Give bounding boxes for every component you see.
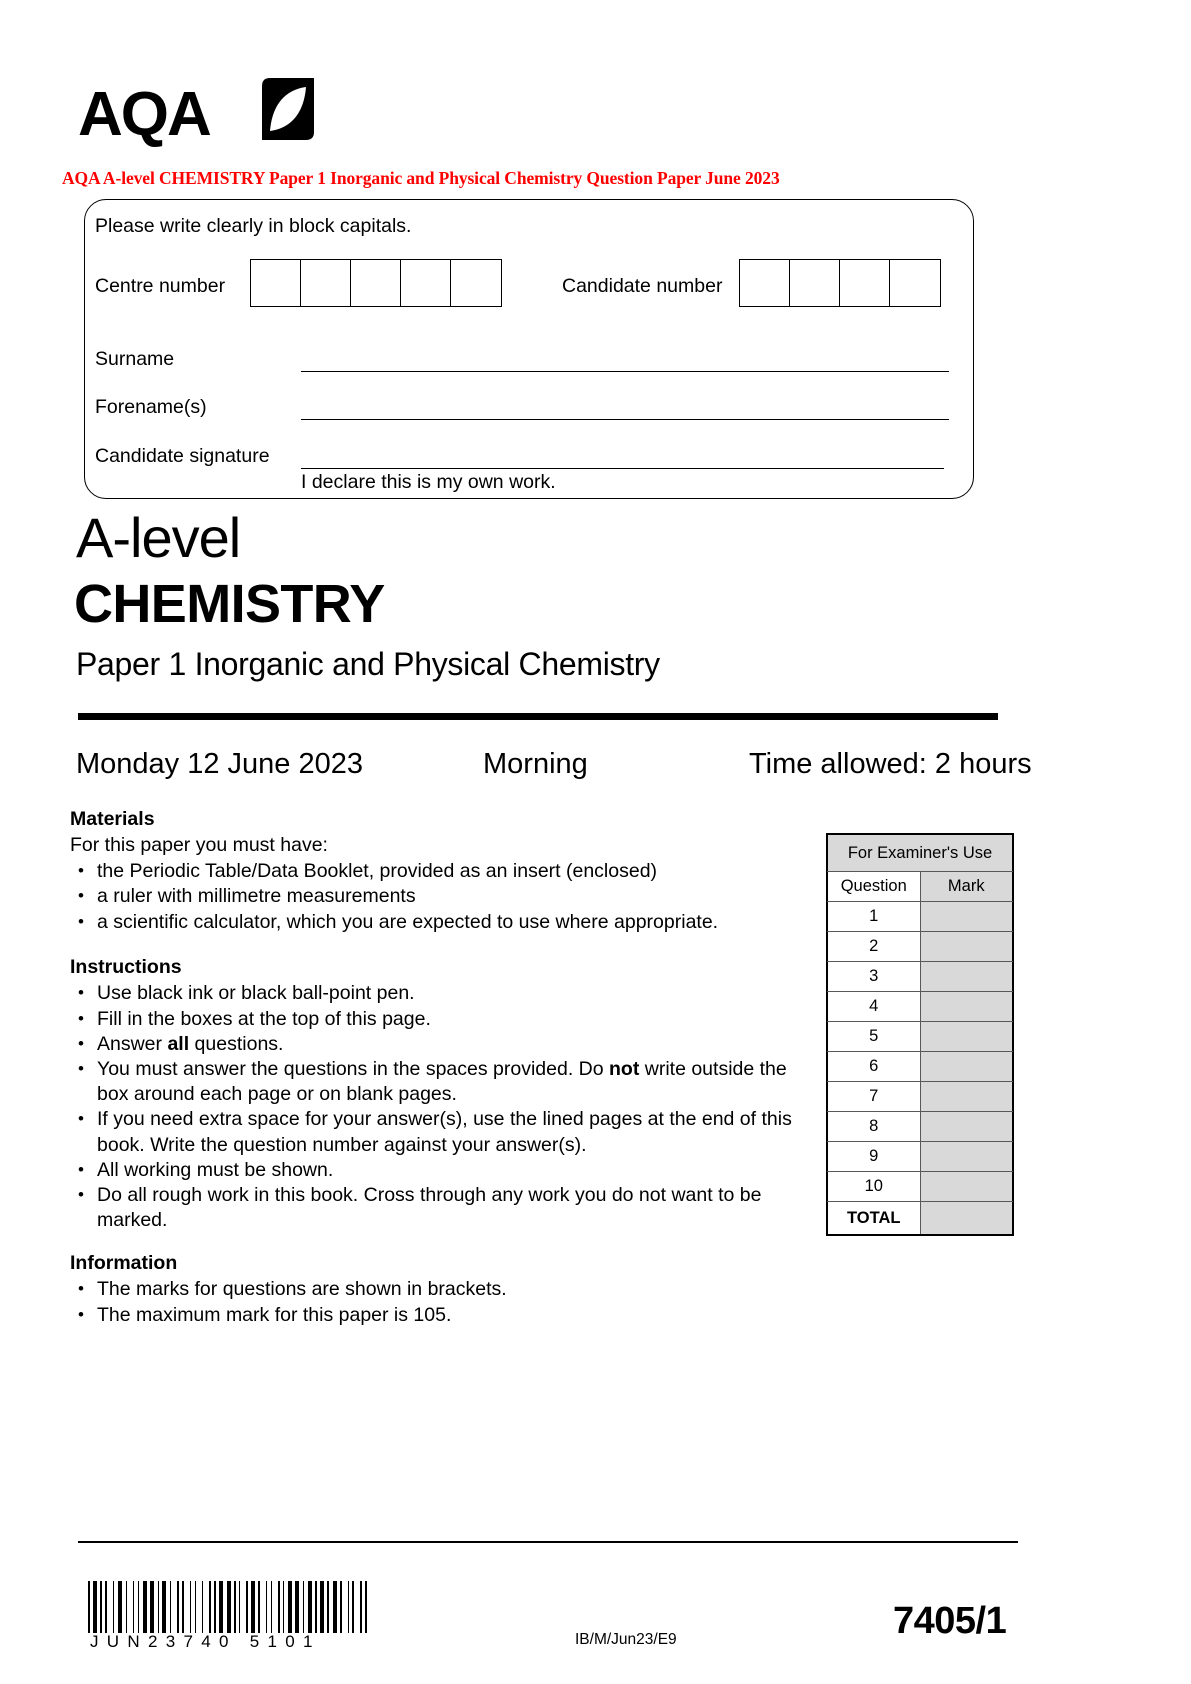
question-number: 3 <box>828 962 921 992</box>
candidate-signature-label: Candidate signature <box>95 445 270 467</box>
examiner-use-table <box>826 833 1014 1236</box>
examiner-table-title: For Examiner's Use <box>828 835 1013 872</box>
candidate-details-box <box>84 199 974 499</box>
forename-input[interactable] <box>301 419 949 420</box>
aqa-logo-text: AQA <box>78 80 210 149</box>
candidate-number-cell[interactable] <box>740 260 790 306</box>
question-number: 8 <box>828 1112 921 1142</box>
list-item: • the Periodic Table/Data Booklet, provided as an insert (enclosed) <box>70 859 800 884</box>
question-number: 10 <box>828 1172 921 1202</box>
list-item: • Fill in the boxes at the top of this page. <box>70 1007 800 1032</box>
mark-cell[interactable] <box>920 932 1013 962</box>
footer-divider <box>78 1541 1018 1543</box>
paper-code: 7405/1 <box>893 1600 1007 1642</box>
block-capitals-instruction: Please write clearly in block capitals. <box>95 215 412 237</box>
list-item: • Answer all questions. <box>70 1032 800 1057</box>
question-number: 2 <box>828 932 921 962</box>
centre-number-label: Centre number <box>95 275 226 297</box>
candidate-number-cell[interactable] <box>840 260 890 306</box>
exam-time-allowed: Time allowed: 2 hours <box>749 748 1032 780</box>
qualification-level: A-level <box>76 506 241 569</box>
table-row <box>828 1052 1013 1082</box>
mark-cell[interactable] <box>920 902 1013 932</box>
total-label: TOTAL <box>828 1202 921 1235</box>
question-number: 1 <box>828 902 921 932</box>
information-list <box>70 1277 800 1328</box>
barcode-digits: JUN23740 5101 <box>90 1632 321 1651</box>
aqa-logo <box>78 78 328 156</box>
list-item: • If you need extra space for your answer(s), use the lined pages at the end of this book. Write the question number against your answer(s). <box>70 1107 800 1157</box>
mark-cell[interactable] <box>920 1112 1013 1142</box>
table-row <box>828 962 1013 992</box>
mark-cell[interactable] <box>920 1022 1013 1052</box>
title-divider <box>78 713 998 720</box>
question-number: 9 <box>828 1142 921 1172</box>
column-header-question: Question <box>828 872 921 902</box>
exam-session: Morning <box>483 748 588 780</box>
mark-cell[interactable] <box>920 1082 1013 1112</box>
instructions-heading: Instructions <box>70 956 182 978</box>
table-row <box>828 1142 1013 1172</box>
barcode-image <box>88 1575 438 1633</box>
mark-cell[interactable] <box>920 1142 1013 1172</box>
table-row <box>828 932 1013 962</box>
mark-cell[interactable] <box>920 962 1013 992</box>
mark-cell[interactable] <box>920 1172 1013 1202</box>
centre-number-input[interactable] <box>250 259 502 307</box>
mark-cell[interactable] <box>920 1052 1013 1082</box>
information-heading: Information <box>70 1252 178 1274</box>
candidate-number-input[interactable] <box>739 259 941 307</box>
centre-number-cell[interactable] <box>451 260 501 306</box>
materials-heading: Materials <box>70 808 155 830</box>
question-number: 5 <box>828 1022 921 1052</box>
table-row <box>828 1022 1013 1052</box>
centre-number-cell[interactable] <box>251 260 301 306</box>
surname-label: Surname <box>95 348 175 370</box>
candidate-number-cell[interactable] <box>790 260 840 306</box>
centre-number-cell[interactable] <box>351 260 401 306</box>
declaration-text: I declare this is my own work. <box>301 471 556 493</box>
ib-reference-code: IB/M/Jun23/E9 <box>575 1631 677 1648</box>
table-row <box>828 902 1013 932</box>
centre-number-cell[interactable] <box>301 260 351 306</box>
list-item: • Do all rough work in this book. Cross through any work you do not want to be marked. <box>70 1183 800 1233</box>
information-section <box>70 1251 800 1328</box>
table-row <box>828 1172 1013 1202</box>
subject-title: CHEMISTRY <box>74 574 385 634</box>
candidate-number-cell[interactable] <box>890 260 940 306</box>
exam-date: Monday 12 June 2023 <box>76 748 363 780</box>
instructions-list <box>70 981 800 1233</box>
list-item: • You must answer the questions in the spaces provided. Do not write outside the box around each page or on blank pages. <box>70 1057 800 1107</box>
list-item: • Use black ink or black ball-point pen. <box>70 981 800 1006</box>
forename-label: Forename(s) <box>95 396 207 418</box>
table-row <box>828 1112 1013 1142</box>
paper-subtitle: Paper 1 Inorganic and Physical Chemistry <box>76 646 660 682</box>
question-number: 4 <box>828 992 921 1022</box>
instructions-section <box>70 955 800 1233</box>
centre-number-cell[interactable] <box>401 260 451 306</box>
materials-list <box>70 859 800 935</box>
table-row <box>828 1082 1013 1112</box>
barcode-bars <box>88 1581 368 1633</box>
table-row-total <box>828 1202 1013 1235</box>
list-item: • a ruler with millimetre measurements <box>70 884 800 909</box>
table-row <box>828 992 1013 1022</box>
list-item: • All working must be shown. <box>70 1158 800 1183</box>
total-mark-cell[interactable] <box>920 1202 1013 1235</box>
list-item: • The maximum mark for this paper is 105. <box>70 1303 800 1328</box>
candidate-number-label: Candidate number <box>562 275 723 297</box>
list-item: • a scientific calculator, which you are expected to use where appropriate. <box>70 910 800 935</box>
list-item: • The marks for questions are shown in brackets. <box>70 1277 800 1302</box>
aqa-leaf-icon <box>262 78 314 140</box>
column-header-mark: Mark <box>920 872 1013 902</box>
marks-table <box>827 834 1013 1235</box>
candidate-signature-input[interactable] <box>301 468 944 469</box>
question-number: 6 <box>828 1052 921 1082</box>
materials-intro: For this paper you must have: <box>70 834 328 857</box>
materials-section <box>70 807 800 935</box>
page-banner-title: AQA A-level CHEMISTRY Paper 1 Inorganic and Physical Chemistry Question Paper June 2023 <box>62 168 780 188</box>
question-number: 7 <box>828 1082 921 1112</box>
mark-cell[interactable] <box>920 992 1013 1022</box>
surname-input[interactable] <box>301 371 949 372</box>
